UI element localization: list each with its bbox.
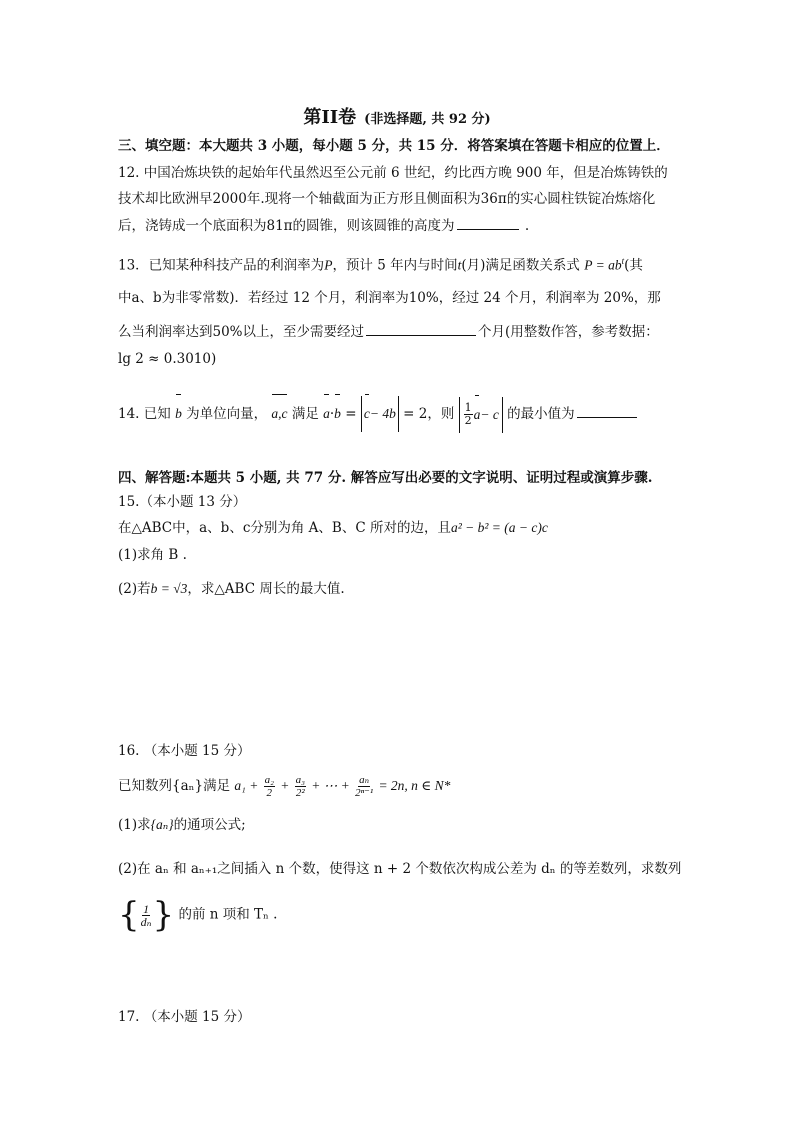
q14-prefix: 14. 已知 [118,406,171,422]
q15-part2 [118,580,345,598]
q16-left-brace: { [118,895,140,935]
q16-part1-text-a: (1)求 [118,817,151,833]
q15-part1: (1)求角 B . [118,547,187,563]
q14-eq: = [345,406,357,422]
q13-text-b: ，预计 5 年内与时间 [332,257,458,274]
q14-text2: 满足 [291,406,319,422]
q13-answer-blank [366,322,476,336]
q14-vec-b: b [175,396,182,432]
q12-line3-end: . [524,218,530,234]
q16-part1 [118,816,246,834]
q13-text-a: 13．已知某种科技产品的利润率为 [118,257,325,274]
q13-formula-exp: t [621,256,625,266]
q16-stem [118,768,450,806]
q13-formula: P = ab [584,257,622,273]
q12-line3-text: 后，浇铸成一个底面积为81π的圆锥，则该圆锥的高度为 [118,218,455,234]
q14-vec-ac: a,c [271,396,287,432]
q16-part3-text: 的前 n 项和 Tₙ . [178,906,278,923]
q14-abs2 [459,397,503,433]
q14-text3: 的最小值为 [507,406,575,422]
q16-frac-a3-num: a₃ [295,774,305,786]
section4-heading: 四、解答题:本题共 5 小题, 共 77 分. 解答应写出必要的文字说明、证明过程或演算步骤. [118,470,653,486]
q16-frac-den: dₙ [140,914,152,929]
q16-term-a1: a₁ + [234,778,259,793]
q16-frac-an-num: aₙ [359,774,370,786]
q16-frac-a2-den: 2 [266,787,273,799]
q13-line3-text-a: 么当利润率达到50%以上，至少需要经过 [118,324,365,340]
q14-dot-b: b [334,396,341,432]
q14-eq2: = 2，则 [403,406,455,422]
q14-answer-blank [577,404,637,418]
q14-vec-a2: a [474,397,481,433]
q16-frac-1-dn [141,903,152,928]
q12-line1: 12. 中国冶炼块铁的起始年代虽然迟至公元前 6 世纪，约比西方晚 900 年，但是冶炼铸铁的 [118,165,668,181]
q16-label: 16. （本小题 15 分） [118,743,251,759]
q16-frac-a2 [264,774,275,799]
q12-answer-blank [457,216,519,230]
q15-label: 15.（本小题 13 分） [118,494,247,510]
q12-line3 [118,216,529,235]
q16-stem-text: 已知数列{aₙ}满足 [118,778,231,794]
q16-part3 [118,894,277,938]
q13-text-c: (月)满足函数关系式 [461,257,580,274]
q16-part2: (2)在 aₙ 和 aₙ₊₁之间插入 n 个数，使得这 n + 2 个数依次构成公差为 dₙ 的等差数列，求数列 [118,861,682,877]
q16-frac-a2-num: a₂ [264,774,274,786]
q14-dot-a: a [323,396,330,432]
q15-stem [118,519,548,537]
q16-frac-a3 [295,774,306,799]
q14-text1: 为单位向量， [186,406,268,422]
q15-part2-formula: b = √3 [150,581,188,596]
q15-stem-formula: a² − b² = (a − c)c [450,520,548,535]
q16-frac-a3-den: 2² [295,787,305,799]
section3-heading: 三、填空题：本大题共 3 小题，每小题 5 分，共 15 分．将答案填在答题卡相应的位置上． [118,138,670,154]
q15-part2-text-a: (2)若 [118,581,151,597]
q14-half [464,402,473,427]
q16-right-brace: } [152,895,175,935]
q13-line3 [118,322,659,341]
q16-dots: + ⋯ + [311,778,350,793]
q17-label: 17. （本小题 15 分） [118,1009,251,1025]
q13-line2: 中a、b为非零常数)．若经过 12 个月，利润率为10%，经过 24 个月，利润率为 20%，那 [118,290,661,306]
part-title [0,103,794,129]
q14-minus4b: − 4b [369,406,396,421]
q16-part1-text-b: 的通项公式; [173,817,246,833]
q16-frac-num: 1 [143,901,150,916]
q14-half-num: 1 [464,401,472,414]
q12-line2: 技术却比欧洲早2000年.现将一个轴截面为正方形且侧面积为36π的实心圆柱铁锭冶炼熔化 [118,191,656,207]
q16-brace-fraction [118,894,174,936]
q13-var-t: t [457,257,462,273]
q16-stem-tail: = 2n, n ∈ N* [378,778,451,793]
q13-var-p: P [324,257,333,273]
q15-stem-text: 在△ABC中，a、b、c分别为角 A、B、C 所对的边，且 [118,520,451,536]
q15-part2-text-b: ，求△ABC 周长的最大值. [187,581,345,597]
q14-minusc: − c [480,406,499,422]
q13-line1 [118,252,643,275]
q16-plus1: + [280,778,290,793]
q14-vec-c: c [364,396,370,432]
q16-frac-an-den: 2ⁿ⁻¹ [355,787,374,799]
q13-line3-text-b: 个月(用整数作答，参考数据： [478,324,659,340]
part-title-main: 第II卷 [303,107,357,128]
q13-line4: lg 2 ≈ 0.3010) [118,351,217,367]
q14-abs1 [361,396,399,432]
q16-part1-seq: {aₙ} [150,817,174,832]
q14-line: 14. 已知 b 为单位向量， a,c 满足 a·b = c− 4b = 2，则 $\frac{1}{2}$ a − c 的最小值为 [118,396,639,436]
part-title-sub: (非选择题, 共 92 分) [364,112,491,127]
q14-half-den: 2 [464,414,472,427]
q16-frac-an [355,774,373,799]
q13-text-d: (其 [624,257,643,274]
